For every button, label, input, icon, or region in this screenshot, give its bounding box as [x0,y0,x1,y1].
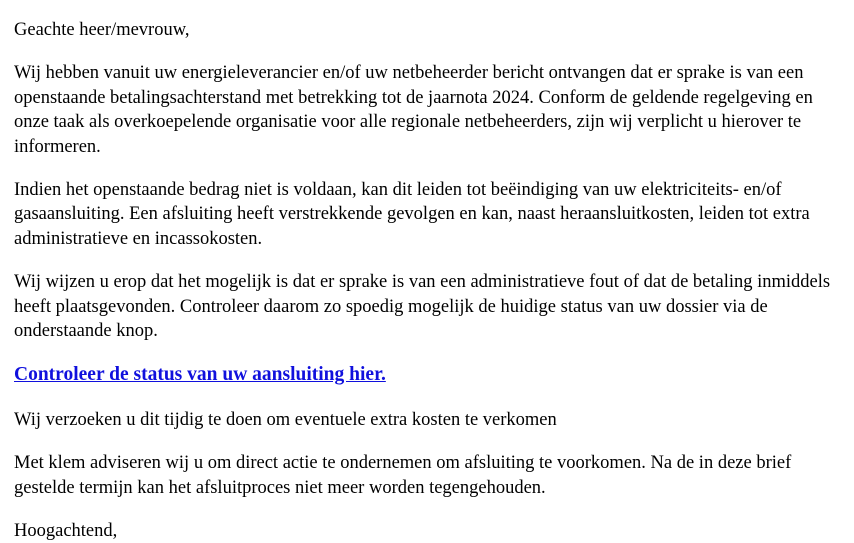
salutation: Geachte heer/mevrouw, [14,20,190,40]
paragraph-disconnection-warning: Indien het openstaande bedrag niet is voldaan, kan dit leiden tot beëindiging van uw elektriciteits- en/of gasaansluiting. Een afsluiting heeft verstrekkende gevolgen en kan, naast heraansluitkosten, leiden tot extra administratieve en incassokosten. [14,180,810,249]
paragraph-urgent-advice: Met klem adviseren wij u om direct actie te ondernemen om afsluiting te voorkomen. Na de in deze brief gestelde termijn kan het afsluitproces niet meer worden tegengehouden. [14,453,792,498]
paragraph-arrears-notice: Wij hebben vanuit uw energieleverancier en/of uw netbeheerder bericht ontvangen dat er sprake is van een openstaande betalingsachterstand met betrekking tot de jaarnota 2024. Conform de geldende regelgeving en onze taak als overkoepelende organisatie voor alle regionale netbeheerders, zijn wij verplicht u hierover te informeren. [14,63,813,157]
cta-link-container [14,362,832,387]
paragraph-check-status-instruction: Wij wijzen u erop dat het mogelijk is dat er sprake is van een administratieve fout of dat de betaling inmiddels heeft plaatsgevonden. Controleer daarom zo spoedig mogelijk de huidige status van uw dossier via de onderstaande knop. [14,272,831,342]
paragraph-timeliness-request: Wij verzoeken u dit tijdig te doen om eventuele extra kosten te verkomen [14,409,557,430]
closing: Hoogachtend, [14,521,118,542]
check-connection-status-link[interactable]: Controleer de status van uw aansluiting hier. [14,364,386,386]
